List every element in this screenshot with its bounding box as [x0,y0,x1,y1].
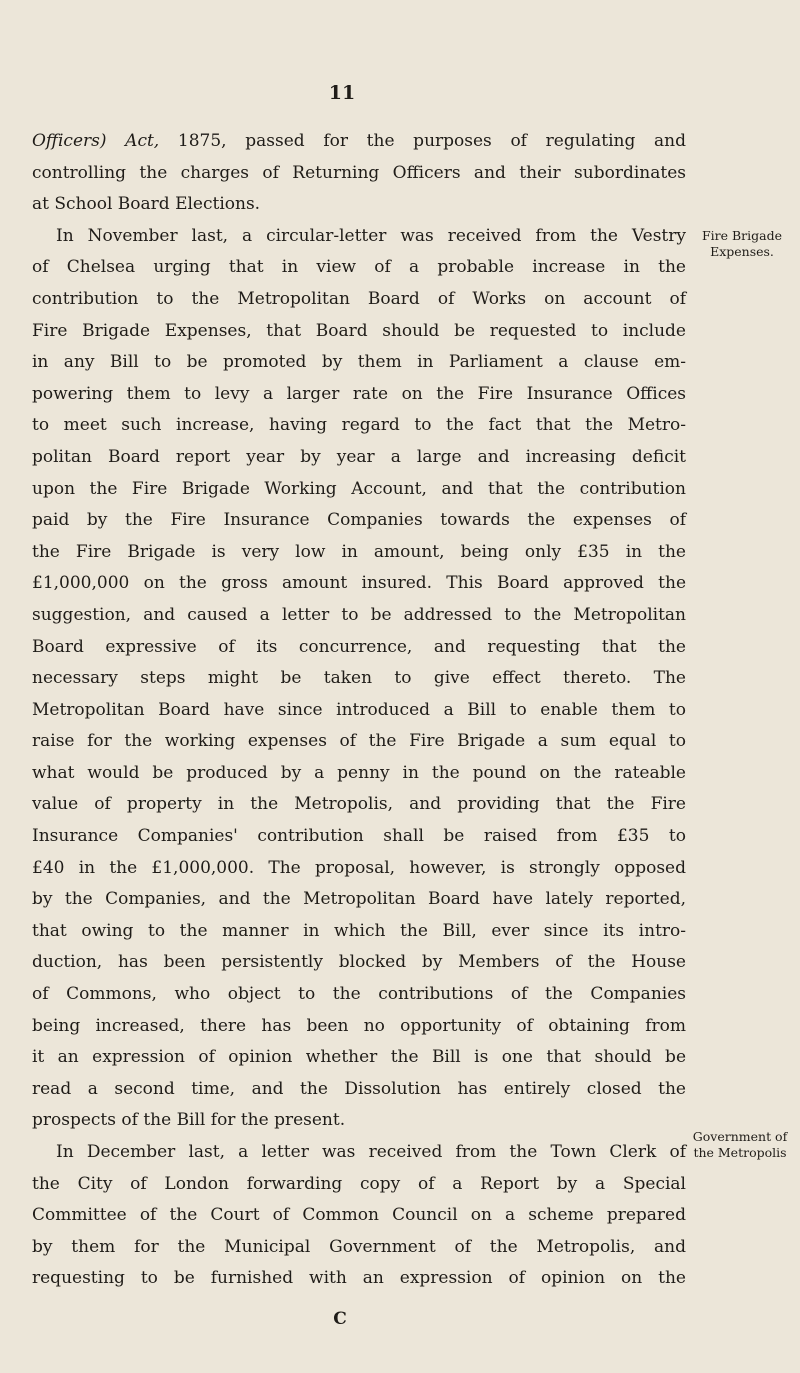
text-line: it an expression of opinion whether the Bill is one that should be [32,1047,686,1068]
sidenote-line: Government of [692,1129,788,1144]
sidenote-line: the Metropolis [693,1145,787,1160]
text-line: £40 in the £1,000,000. The proposal, however, is strongly opposed [32,857,686,878]
text-line: value of property in the Metropolis, and providing that the Fire [32,794,686,815]
sidenote-fire-brigade [686,228,798,260]
sidenote-line: Expenses. [710,244,774,259]
text-line: in any Bill to be promoted by them in Parliament a clause em- [32,352,686,373]
italic-lead: Officers) Act, [32,131,160,151]
text-line: In December last, a letter was received from the Town Clerk of [56,1142,686,1162]
text-line: Insurance Companies' contribution shall be raised from £35 to [32,826,686,847]
text-line: necessary steps might be taken to give effect thereto. The [32,668,686,689]
text-line: raise for the working expenses of the Fire Brigade a sum equal to [32,731,686,752]
text-line: of Commons, who object to the contributions of the Companies [32,984,686,1005]
text-line: at School Board Elections. [32,194,261,215]
sidenote-line: Fire Brigade [701,228,783,243]
text-line: Committee of the Court of Common Council on a scheme prepared [32,1205,686,1226]
text-line: that owing to the manner in which the Bill, ever since its intro- [32,920,686,941]
text-line: politan Board report year by year a large and increasing deficit [32,446,686,467]
text-line: prospects of the Bill for the present. [32,1110,346,1131]
text-line: requesting to be furnished with an expression of opinion on the [32,1268,686,1289]
text-line: paid by the Fire Insurance Companies towards the expenses of [32,510,686,531]
text-line: contribution to the Metropolitan Board of Works on account of [32,288,686,309]
text-line: the City of London forwarding copy of a Report by a Special [32,1173,686,1194]
page-number: 11 [328,82,356,104]
text-line: Board expressive of its concurrence, and requesting that the [32,636,686,657]
text-line: to meet such increase, having regard to the fact that the Metro- [32,415,686,436]
text-line: the Fire Brigade is very low in amount, being only £35 in the [32,541,686,562]
text-line: Fire Brigade Expenses, that Board should be requested to include [32,320,686,341]
text-line: powering them to levy a larger rate on the Fire Insurance Offices [32,383,686,404]
text-line: what would be produced by a penny in the pound on the rateable [32,762,686,783]
text-line: by the Companies, and the Metropolitan Board have lately reported, [32,889,686,910]
body-text [32,126,686,1295]
text-line: upon the Fire Brigade Working Account, and that the contribution [32,478,686,499]
text-line: being increased, there has been no opportunity of obtaining from [32,1015,686,1036]
signature-mark: C [333,1309,347,1329]
text-line: read a second time, and the Dissolution has entirely closed the [32,1078,686,1099]
sidenote-government [680,1129,800,1161]
text-line: suggestion, and caused a letter to be addressed to the Metropolitan [32,604,686,625]
text-line: of Chelsea urging that in view of a probable increase in the [32,257,686,278]
text-line: controlling the charges of Returning Officers and their subordinates [32,162,686,183]
text-line: In November last, a circular-letter was received from the Vestry [56,225,686,246]
text-line: £1,000,000 on the gross amount insured. This Board approved the [32,573,686,594]
text-line: Metropolitan Board have since introduced a Bill to enable them to [32,699,686,720]
text-line: Officers) Act, 1875, passed for the purposes of regulating and [32,131,686,151]
text-line: by them for the Municipal Government of the Metropolis, and [32,1236,686,1257]
text-line: duction, has been persistently blocked by Members of the House [32,952,686,973]
